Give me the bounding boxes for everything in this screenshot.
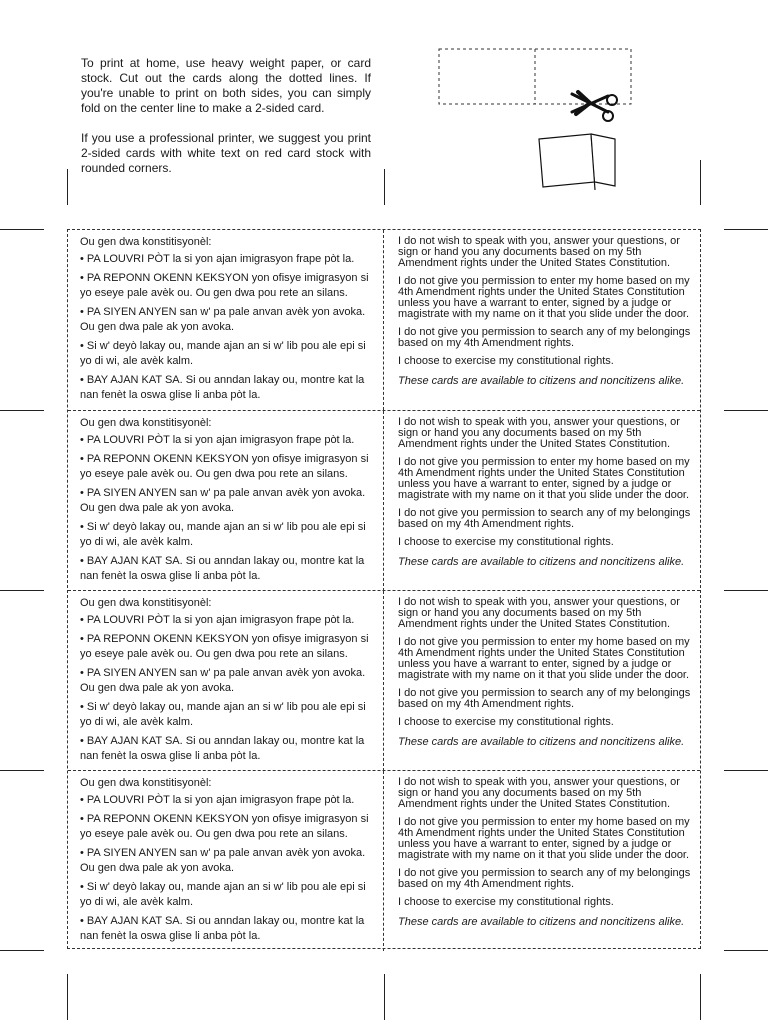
creole-card-side <box>68 411 384 591</box>
crop-mark <box>724 229 768 230</box>
card-sheet <box>67 229 701 949</box>
english-card-side <box>384 591 700 771</box>
creole-bullet: • PA REPONN OKENN KEKSYON yon ofisye imigrasyon si yo eseye pale avèk ou. Ou gen dwa pou rete an silans. <box>80 272 369 299</box>
creole-bullet: • PA LOUVRI PÒT la si yon ajan imigrasyon frape pòt la. <box>80 614 355 626</box>
creole-bullet: • Si w' deyò lakay ou, mande ajan an si w' lib pou ale epi si yo di wi, ale avèk kalm. <box>80 881 366 908</box>
english-paragraph: I choose to exercise my constitutional rights. <box>398 355 614 367</box>
english-card-side <box>384 771 700 951</box>
creole-bullet: • PA SIYEN ANYEN san w' pa pale anvan avèk yon avoka. Ou gen dwa pale ak yon avoka. <box>80 667 366 694</box>
creole-bullet: • PA REPONN OKENN KEKSYON yon ofisye imigrasyon si yo eseye pale avèk ou. Ou gen dwa pou rete an silans. <box>80 453 369 480</box>
card-row <box>68 590 700 771</box>
instructions-paragraph-professional: If you use a professional printer, we suggest you print 2-sided cards with white text on red card stock with rounded corners. <box>81 131 371 175</box>
english-availability-note: These cards are available to citizens and noncitizens alike. <box>398 556 685 568</box>
creole-bullet: • BAY AJAN KAT SA. Si ou anndan lakay ou, montre kat la nan fenèt la oswa glise li anba pòt la. <box>80 735 365 762</box>
english-paragraph: I do not wish to speak with you, answer your questions, or sign or hand you any documents based on my 5th Amendment rights under the United States Constitution. <box>398 596 680 630</box>
instructions-paragraph-home: To print at home, use heavy weight paper, or card stock. Cut out the cards along the dotted lines. If you're unable to print on both sides, you can simply fold on the center line to make a 2-sided card. <box>81 56 371 115</box>
crop-mark <box>0 229 44 230</box>
crop-mark <box>724 410 768 411</box>
english-availability-note: These cards are available to citizens and noncitizens alike. <box>398 916 685 928</box>
english-card-side <box>384 411 700 591</box>
creole-bullet: • PA LOUVRI PÒT la si yon ajan imigrasyon frape pòt la. <box>80 794 355 806</box>
creole-bullet: • PA SIYEN ANYEN san w' pa pale anvan avèk yon avoka. Ou gen dwa pale ak yon avoka. <box>80 306 366 333</box>
english-paragraph: I choose to exercise my constitutional rights. <box>398 536 614 548</box>
folded-card-icon <box>539 134 615 190</box>
card-row <box>68 770 700 951</box>
crop-mark <box>700 160 701 205</box>
crop-mark <box>384 169 385 205</box>
crop-mark <box>0 770 44 771</box>
creole-card-heading: Ou gen dwa konstitisyonèl: <box>80 597 212 609</box>
english-paragraph: I do not give you permission to enter my home based on my 4th Amendment rights under the United States Constitution unless you have a warrant to enter, signed by a judge or magistrate with my name on it that you slide under the door. <box>398 275 690 320</box>
creole-card-heading: Ou gen dwa konstitisyonèl: <box>80 417 212 429</box>
english-paragraph: I do not give you permission to enter my home based on my 4th Amendment rights under the United States Constitution unless you have a warrant to enter, signed by a judge or magistrate with my name on it that you slide under the door. <box>398 456 690 501</box>
creole-bullet: • Si w' deyò lakay ou, mande ajan an si w' lib pou ale epi si yo di wi, ale avèk kalm. <box>80 340 366 367</box>
english-paragraph: I do not wish to speak with you, answer your questions, or sign or hand you any documents based on my 5th Amendment rights under the United States Constitution. <box>398 416 680 450</box>
creole-bullet: • PA SIYEN ANYEN san w' pa pale anvan avèk yon avoka. Ou gen dwa pale ak yon avoka. <box>80 487 366 514</box>
creole-bullet: • BAY AJAN KAT SA. Si ou anndan lakay ou, montre kat la nan fenèt la oswa glise li anba pòt la. <box>80 555 365 582</box>
creole-bullet: • PA REPONN OKENN KEKSYON yon ofisye imigrasyon si yo eseye pale avèk ou. Ou gen dwa pou rete an silans. <box>80 633 369 660</box>
english-paragraph: I choose to exercise my constitutional rights. <box>398 896 614 908</box>
crop-mark <box>67 169 68 205</box>
creole-bullet: • BAY AJAN KAT SA. Si ou anndan lakay ou, montre kat la nan fenèt la oswa glise li anba pòt la. <box>80 915 365 942</box>
creole-bullet: • PA LOUVRI PÒT la si yon ajan imigrasyon frape pòt la. <box>80 434 355 446</box>
print-instructions <box>81 56 371 191</box>
crop-mark <box>724 950 768 951</box>
crop-mark <box>0 410 44 411</box>
creole-card-heading: Ou gen dwa konstitisyonèl: <box>80 777 212 789</box>
creole-bullet: • Si w' deyò lakay ou, mande ajan an si w' lib pou ale epi si yo di wi, ale avèk kalm. <box>80 521 366 548</box>
english-availability-note: These cards are available to citizens and noncitizens alike. <box>398 736 685 748</box>
crop-mark <box>724 590 768 591</box>
creole-bullet: • PA LOUVRI PÒT la si yon ajan imigrasyon frape pòt la. <box>80 253 355 265</box>
english-paragraph: I do not give you permission to search any of my belongings based on my 4th Amendment rights. <box>398 867 691 890</box>
crop-mark <box>67 974 68 1020</box>
creole-bullet: • BAY AJAN KAT SA. Si ou anndan lakay ou, montre kat la nan fenèt la oswa glise li anba pòt la. <box>80 374 365 401</box>
english-paragraph: I do not give you permission to search any of my belongings based on my 4th Amendment rights. <box>398 687 691 710</box>
creole-card-side <box>68 591 384 771</box>
english-paragraph: I do not wish to speak with you, answer your questions, or sign or hand you any documents based on my 5th Amendment rights under the United States Constitution. <box>398 776 680 810</box>
crop-mark <box>724 770 768 771</box>
card-row <box>68 230 700 410</box>
english-paragraph: I do not give you permission to enter my home based on my 4th Amendment rights under the United States Constitution unless you have a warrant to enter, signed by a judge or magistrate with my name on it that you slide under the door. <box>398 816 690 861</box>
english-card-side <box>384 230 700 410</box>
english-availability-note: These cards are available to citizens and noncitizens alike. <box>398 375 685 387</box>
creole-card-side <box>68 230 384 410</box>
crop-mark <box>384 974 385 1020</box>
crop-mark <box>0 590 44 591</box>
creole-bullet: • Si w' deyò lakay ou, mande ajan an si w' lib pou ale epi si yo di wi, ale avèk kalm. <box>80 701 366 728</box>
scissors-icon <box>572 92 617 121</box>
english-paragraph: I do not give you permission to search any of my belongings based on my 4th Amendment rights. <box>398 326 691 349</box>
crop-mark <box>0 950 44 951</box>
english-paragraph: I do not give you permission to search any of my belongings based on my 4th Amendment rights. <box>398 507 691 530</box>
crop-mark <box>700 974 701 1020</box>
creole-card-side <box>68 771 384 951</box>
cut-diagram <box>436 46 636 196</box>
creole-card-heading: Ou gen dwa konstitisyonèl: <box>80 236 212 248</box>
english-paragraph: I do not give you permission to enter my home based on my 4th Amendment rights under the United States Constitution unless you have a warrant to enter, signed by a judge or magistrate with my name on it that you slide under the door. <box>398 636 690 681</box>
card-row <box>68 410 700 591</box>
english-paragraph: I choose to exercise my constitutional rights. <box>398 716 614 728</box>
creole-bullet: • PA REPONN OKENN KEKSYON yon ofisye imigrasyon si yo eseye pale avèk ou. Ou gen dwa pou rete an silans. <box>80 813 369 840</box>
creole-bullet: • PA SIYEN ANYEN san w' pa pale anvan avèk yon avoka. Ou gen dwa pale ak yon avoka. <box>80 847 366 874</box>
dotted-card-outline <box>439 49 631 104</box>
english-paragraph: I do not wish to speak with you, answer your questions, or sign or hand you any documents based on my 5th Amendment rights under the United States Constitution. <box>398 235 680 269</box>
